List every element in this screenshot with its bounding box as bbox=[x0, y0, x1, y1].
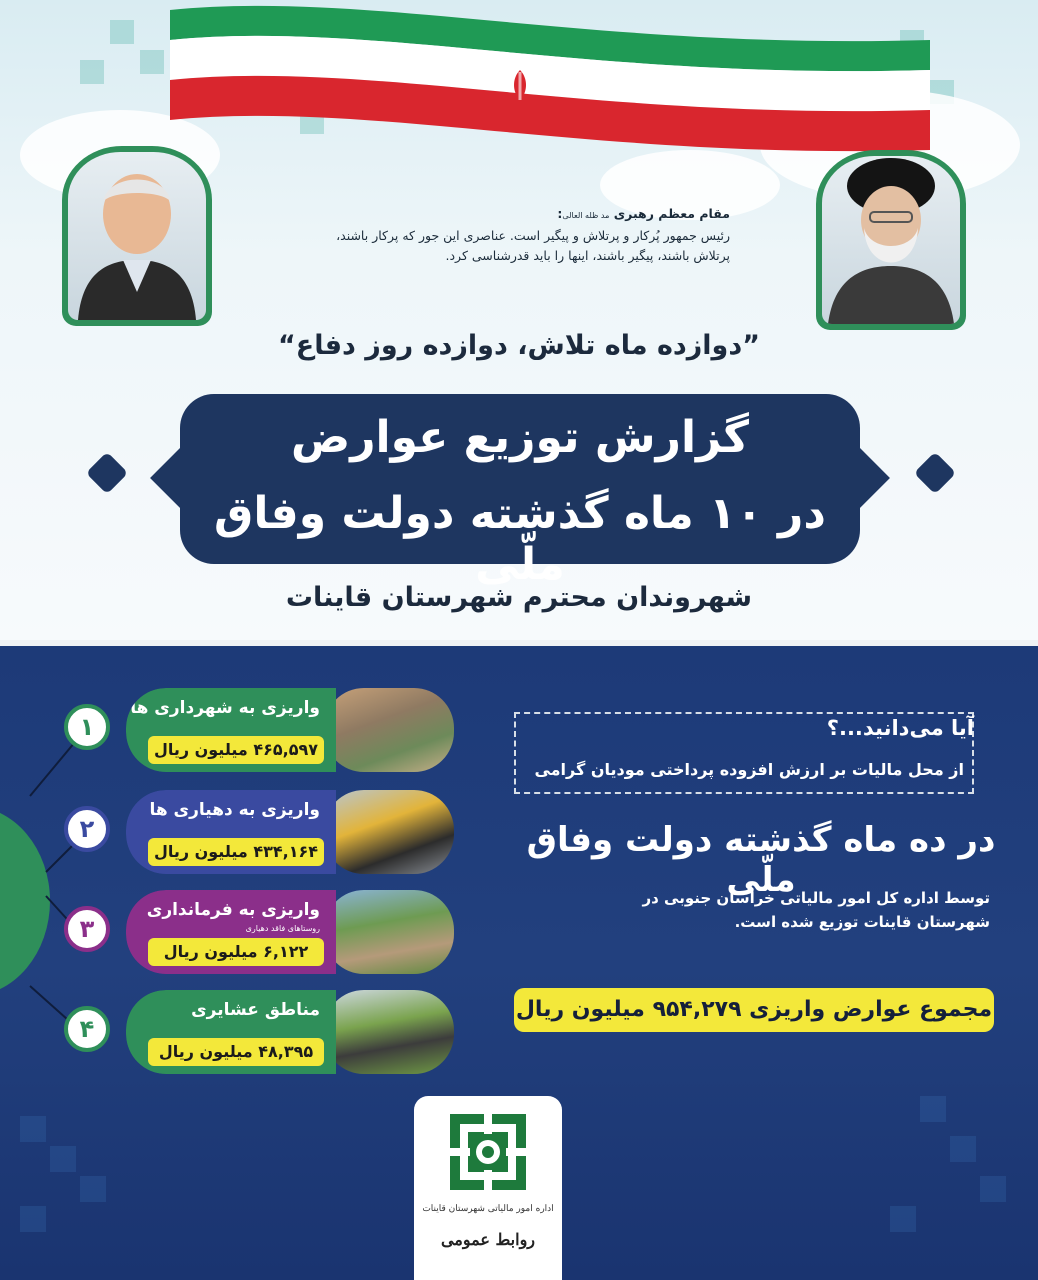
org-name: اداره امور مالیاتی شهرستان قاینات bbox=[422, 1204, 554, 1214]
village-photo bbox=[324, 890, 454, 974]
item-number: ۱ bbox=[64, 704, 110, 750]
item-label: واریزی به شهرداری ها bbox=[130, 698, 320, 718]
decor-square bbox=[980, 1176, 1006, 1202]
citizens-heading: شهروندان محترم شهرستان قاینات bbox=[285, 582, 753, 613]
portrait-leader bbox=[816, 150, 966, 330]
banner-diamond bbox=[914, 452, 956, 494]
item-number: ۲ bbox=[64, 806, 110, 852]
decor-square bbox=[140, 50, 164, 74]
list-item bbox=[126, 688, 454, 772]
decor-square bbox=[950, 1136, 976, 1162]
item-label: واریزی به فرمانداری bbox=[146, 900, 320, 920]
page-title: گزارش توزیع عوارض bbox=[291, 412, 749, 463]
slogan: ”دوازده ماه تلاش، دوازده روز دفاع“ bbox=[278, 330, 760, 361]
did-you-know: آیا می‌دانید...؟ bbox=[826, 716, 974, 740]
total-amount: مجموع عوارض واریزی ۹۵۴,۲۷۹ میلیون ریال bbox=[514, 988, 994, 1032]
logo-card bbox=[414, 1096, 562, 1280]
decor-square bbox=[110, 20, 134, 44]
decor-square bbox=[20, 1116, 46, 1142]
list-item bbox=[126, 990, 454, 1074]
item-amount: ۶,۱۲۲ میلیون ریال bbox=[148, 938, 324, 966]
decor-square bbox=[80, 1176, 106, 1202]
decor-square bbox=[920, 1096, 946, 1122]
portrait-president bbox=[62, 146, 212, 326]
tax-office-logo-icon bbox=[448, 1112, 528, 1192]
page-subtitle: در ۱۰ ماه گذشته دولت وفاق ملّی bbox=[214, 488, 826, 590]
info-description: توسط اداره کل امور مالیاتی خراسان جنوبی در شهرستان قاینات توزیع شده است. bbox=[642, 889, 990, 931]
leader-quote: مقام معظم رهبری مد ظله العالی: رئیس جمهور پُرکار و پرتلاش و پیگیر است. عناصری این جور که پرکار باشند، پرتلاش باشند، پیگیر باشند، اینها را باید قدرشناسی کرد. bbox=[290, 204, 730, 266]
decor-square bbox=[50, 1146, 76, 1172]
item-label: مناطق عشایری bbox=[191, 1000, 320, 1020]
decor-square bbox=[20, 1206, 46, 1232]
quote-line: رئیس جمهور پُرکار و پرتلاش و پیگیر است. عناصری این جور که پرکار باشند، bbox=[336, 228, 730, 243]
info-subtitle: از محل مالیات بر ارزش افزوده پرداختی مودیان گرامی bbox=[534, 760, 964, 779]
quote-line: پرتلاش باشند، پیگیر باشند، اینها را باید قدرشناسی کرد. bbox=[445, 248, 730, 263]
leader-honorific: مد ظله العالی bbox=[562, 211, 610, 220]
item-number: ۴ bbox=[64, 1006, 110, 1052]
item-label: واریزی به دهیاری ها bbox=[149, 800, 320, 820]
decor-square bbox=[890, 1206, 916, 1232]
truck-photo bbox=[324, 790, 454, 874]
banner-diamond bbox=[86, 452, 128, 494]
decor-square bbox=[80, 60, 104, 84]
item-amount: ۴۶۵,۵۹۷ میلیون ریال bbox=[148, 736, 324, 764]
city-photo bbox=[324, 688, 454, 772]
item-amount: ۴۳۴,۱۶۴ میلیون ریال bbox=[148, 838, 324, 866]
item-amount: ۴۸,۳۹۵ میلیون ریال bbox=[148, 1038, 324, 1066]
item-number: ۳ bbox=[64, 906, 110, 952]
item-sublabel: روستاهای فاقد دهیاری bbox=[245, 924, 320, 933]
public-relations: روابط عمومی bbox=[440, 1230, 536, 1249]
leader-title: مقام معظم رهبری bbox=[613, 206, 730, 221]
iran-flag bbox=[170, 0, 930, 190]
govt-heading: در ده ماه گذشته دولت وفاق ملّی bbox=[526, 820, 996, 900]
list-item bbox=[126, 790, 454, 874]
list-item bbox=[126, 890, 454, 974]
nomad-photo bbox=[324, 990, 454, 1074]
